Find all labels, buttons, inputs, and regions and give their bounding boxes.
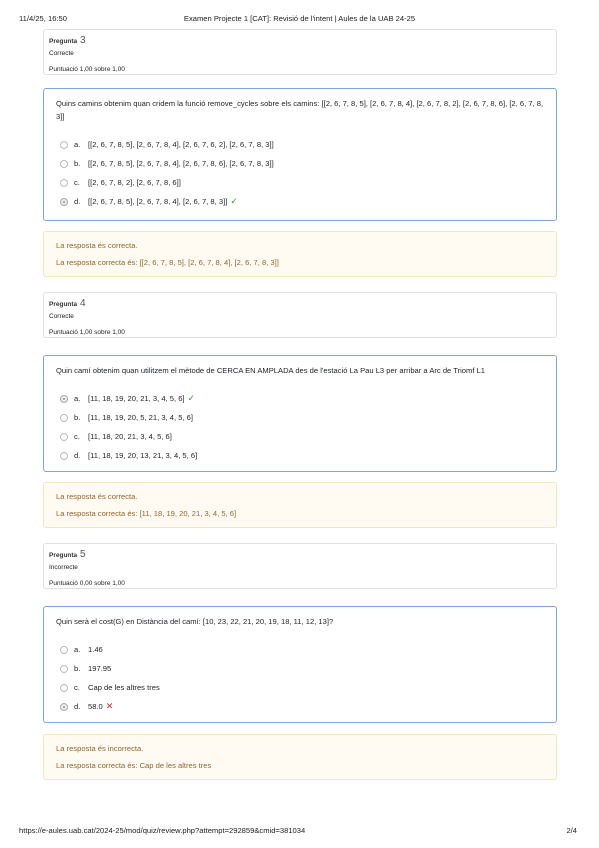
question-state: Incorrecte — [49, 564, 78, 571]
print-footer — [0, 826, 599, 838]
question-text: Quins camins obtenim quan cridem la funció remove_cycles sobre els camins: [[2, 6, 7, 8, 5], [2, 6, 7, 8, 4], [2, 6, 7, 8, 2], [2, 6, 7, 8, 6], [2, 6, 7, 8, 3]] — [56, 99, 544, 121]
answer-option-b[interactable] — [56, 154, 544, 173]
answer-option-c[interactable] — [56, 173, 544, 192]
answer-text: [11, 18, 19, 20, 5, 21, 3, 4, 5, 6] — [88, 413, 193, 422]
radio-button[interactable] — [60, 414, 68, 422]
question-formulation-4 — [43, 355, 557, 472]
answer-letter: c. — [74, 683, 80, 692]
radio-button[interactable] — [60, 160, 68, 168]
answer-option-a[interactable] — [56, 389, 544, 408]
radio-button[interactable] — [60, 684, 68, 692]
answer-text: Cap de les altres tres — [88, 683, 160, 692]
radio-button[interactable] — [60, 646, 68, 654]
feedback-result: La resposta és correcta. — [56, 241, 138, 250]
answer-letter: a. — [74, 645, 81, 654]
answer-option-a[interactable] — [56, 135, 544, 154]
question-number: Pregunta 4 — [49, 298, 86, 309]
correct-check-icon: ✓ — [230, 196, 238, 206]
question-info-5 — [43, 543, 557, 589]
answer-option-c[interactable] — [56, 678, 544, 697]
print-title: Examen Projecte 1 [CAT]: Revisió de l'intent | Aules de la UAB 24-25 — [183, 14, 416, 23]
radio-button[interactable] — [60, 433, 68, 441]
question-formulation-3 — [43, 88, 557, 221]
answer-option-c[interactable] — [56, 427, 544, 446]
answer-text: 197.95 — [88, 664, 112, 673]
feedback-correct-answer: La resposta correcta és: [11, 18, 19, 20, 21, 3, 4, 5, 6] — [56, 509, 237, 518]
answer-letter: c. — [74, 432, 80, 441]
question-number: Pregunta 3 — [49, 35, 86, 46]
answer-letter: a. — [74, 140, 81, 149]
answer-option-d[interactable] — [56, 697, 544, 716]
answer-letter: a. — [74, 394, 81, 403]
radio-button-selected[interactable] — [60, 395, 68, 403]
feedback-box-4 — [43, 482, 557, 528]
question-grade: Puntuació 1,00 sobre 1,00 — [49, 329, 125, 336]
question-formulation-5 — [43, 606, 557, 723]
answer-option-b[interactable] — [56, 659, 544, 678]
feedback-result: La resposta és correcta. — [56, 492, 138, 501]
question-grade: Puntuació 1,00 sobre 1,00 — [49, 66, 125, 73]
radio-button[interactable] — [60, 665, 68, 673]
incorrect-cross-icon: ✕ — [105, 701, 114, 711]
answer-option-d[interactable] — [56, 192, 544, 211]
correct-check-icon: ✓ — [187, 393, 196, 403]
answer-text: [[2, 6, 7, 8, 5], [2, 6, 7, 8, 4], [2, 6, 7, 8, 6], [2, 6, 7, 8, 3]] — [88, 159, 274, 168]
feedback-box-5 — [43, 734, 557, 780]
answer-list — [56, 135, 544, 211]
answer-letter: b. — [74, 159, 81, 168]
question-info-3 — [43, 29, 557, 75]
answer-text: [11, 18, 19, 20, 13, 21, 3, 4, 5, 6] — [88, 451, 198, 460]
print-date: 11/4/25, 16:50 — [19, 14, 67, 23]
answer-text: [[2, 6, 7, 8, 2], [2, 6, 7, 8, 6]] — [88, 178, 181, 187]
answer-option-b[interactable] — [56, 408, 544, 427]
question-text: Quin serà el cost(G) en Distància del camí: [10, 23, 22, 21, 20, 19, 18, 11, 12, 13]? — [56, 617, 334, 626]
question-state: Correcte — [49, 313, 74, 320]
radio-button[interactable] — [60, 141, 68, 149]
print-url: https://e-aules.uab.cat/2024-25/mod/quiz/review.php?attempt=292859&cmid=381034 — [19, 826, 306, 835]
print-header — [0, 14, 599, 26]
feedback-correct-answer: La resposta correcta és: Cap de les altres tres — [56, 761, 212, 770]
question-number: Pregunta 5 — [49, 549, 86, 560]
answer-letter: b. — [74, 664, 81, 673]
radio-button-selected[interactable] — [60, 198, 68, 206]
question-grade: Puntuació 0,00 sobre 1,00 — [49, 580, 125, 587]
answer-letter: d. — [74, 702, 81, 711]
question-info-4 — [43, 292, 557, 338]
feedback-correct-answer: La resposta correcta és: [[2, 6, 7, 8, 5], [2, 6, 7, 8, 4], [2, 6, 7, 8, 3]] — [56, 258, 279, 267]
answer-option-a[interactable] — [56, 640, 544, 659]
answer-letter: d. — [74, 197, 81, 206]
feedback-box-3 — [43, 231, 557, 277]
answer-option-d[interactable] — [56, 446, 544, 465]
answer-text: [11, 18, 19, 20, 21, 3, 4, 5, 6] — [88, 394, 185, 403]
answer-list — [56, 640, 544, 716]
radio-button-selected[interactable] — [60, 703, 68, 711]
answer-text: 58.0 — [88, 702, 103, 711]
radio-button[interactable] — [60, 452, 68, 460]
page-number: 2/4 — [566, 826, 577, 835]
answer-letter: d. — [74, 451, 81, 460]
question-state: Correcte — [49, 50, 74, 57]
answer-text: [[2, 6, 7, 8, 5], [2, 6, 7, 8, 4], [2, 6, 7, 6, 2], [2, 6, 7, 8, 3]] — [88, 140, 274, 149]
answer-letter: b. — [74, 413, 81, 422]
answer-text: [[2, 6, 7, 8, 5], [2, 6, 7, 8, 4], [2, 6, 7, 8, 3]] — [88, 197, 228, 206]
question-text: Quin camí obtenim quan utilitzem el mètode de CERCA EN AMPLADA des de l'estació La Pau L3 per arribar a Arc de Triomf L1 — [56, 366, 486, 375]
answer-text: 1.46 — [88, 645, 103, 654]
answer-text: [11, 18, 20, 21, 3, 4, 5, 6] — [88, 432, 172, 441]
feedback-result: La resposta és incorrecta. — [56, 744, 144, 753]
answer-list — [56, 389, 544, 465]
radio-button[interactable] — [60, 179, 68, 187]
answer-letter: c. — [74, 178, 80, 187]
